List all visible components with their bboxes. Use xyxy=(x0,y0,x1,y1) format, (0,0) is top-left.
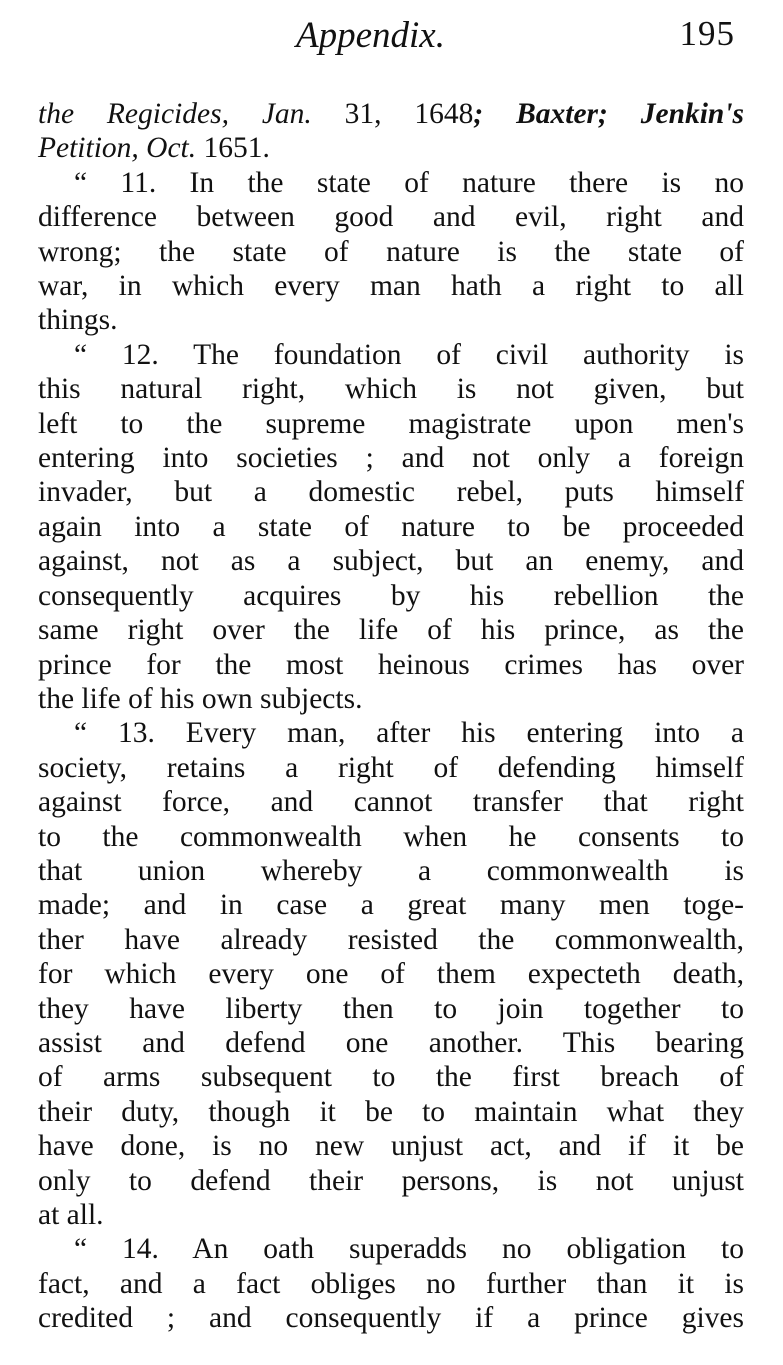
text-line: only to defend their persons, is not unjust xyxy=(38,1164,744,1197)
text-line: they have liberty then to join together to xyxy=(38,992,744,1025)
text-line: “ 13. Every man, after his entering into a xyxy=(74,717,744,750)
text-line: “ 12. The foundation of civil authority is xyxy=(74,338,744,371)
text-line: at all. xyxy=(38,1199,104,1231)
text-line: that union whereby a commonwealth is xyxy=(38,854,744,887)
text-line: this natural right, which is not given, but xyxy=(38,373,744,406)
text-line: society, retains a right of defending himself xyxy=(38,751,744,784)
text-line: ther have already resisted the commonwealth, xyxy=(38,923,744,956)
text-line: of arms subsequent to the first breach of xyxy=(38,1061,744,1094)
text-line: against, not as a subject, but an enemy, and xyxy=(38,545,744,578)
running-head: Appendix. xyxy=(296,15,445,56)
text-line: have done, is no new unjust act, and if it be xyxy=(38,1130,744,1163)
text-line: again into a state of nature to be proceeded xyxy=(38,510,744,543)
page-number: 195 xyxy=(679,14,735,53)
text-line: wrong; the state of nature is the state of xyxy=(38,235,744,268)
text-line: “ 14. An oath superadds no obligation to xyxy=(74,1233,744,1266)
text-line: credited ; and consequently if a prince gives xyxy=(38,1302,744,1335)
text-line xyxy=(38,97,744,131)
body-text xyxy=(38,97,744,1336)
text-segment: Petition, Oct. xyxy=(38,132,197,165)
text-line: made; and in case a great many men toge- xyxy=(38,889,744,922)
page-header xyxy=(0,14,783,64)
text-line: entering into societies ; and not only a foreign xyxy=(38,442,744,475)
text-line: left to the supreme magistrate upon men's xyxy=(38,407,744,440)
text-line: same right over the life of his prince, as the xyxy=(38,614,744,647)
text-line: assist and defend one another. This bearing xyxy=(38,1026,744,1059)
text-line: the life of his own subjects. xyxy=(38,682,363,715)
text-segment: 31, 1648 xyxy=(311,98,474,130)
text-line: prince for the most heinous crimes has over xyxy=(38,648,744,681)
text-line: consequently acquires by his rebellion the xyxy=(38,579,744,612)
text-line: to the commonwealth when he consents to xyxy=(38,820,744,853)
text-segment: 1651. xyxy=(196,132,270,165)
text-segment: ; Baxter; Jenkin's xyxy=(473,98,745,130)
text-line: invader, but a domestic rebel, puts himself xyxy=(38,476,744,509)
text-line: against force, and cannot transfer that right xyxy=(38,786,744,819)
text-segment: the Regicides, Jan. xyxy=(38,98,312,130)
text-line xyxy=(38,131,744,165)
text-line: war, in which every man hath a right to all xyxy=(38,270,744,303)
text-line: for which every one of them expecteth death, xyxy=(38,958,744,991)
text-line: their duty, though it be to maintain what they xyxy=(38,1095,744,1128)
text-line: “ 11. In the state of nature there is no xyxy=(74,166,744,199)
text-line: fact, and a fact obliges no further than it is xyxy=(38,1267,744,1300)
text-line: things. xyxy=(38,304,118,337)
text-line: difference between good and evil, right and xyxy=(38,201,744,234)
